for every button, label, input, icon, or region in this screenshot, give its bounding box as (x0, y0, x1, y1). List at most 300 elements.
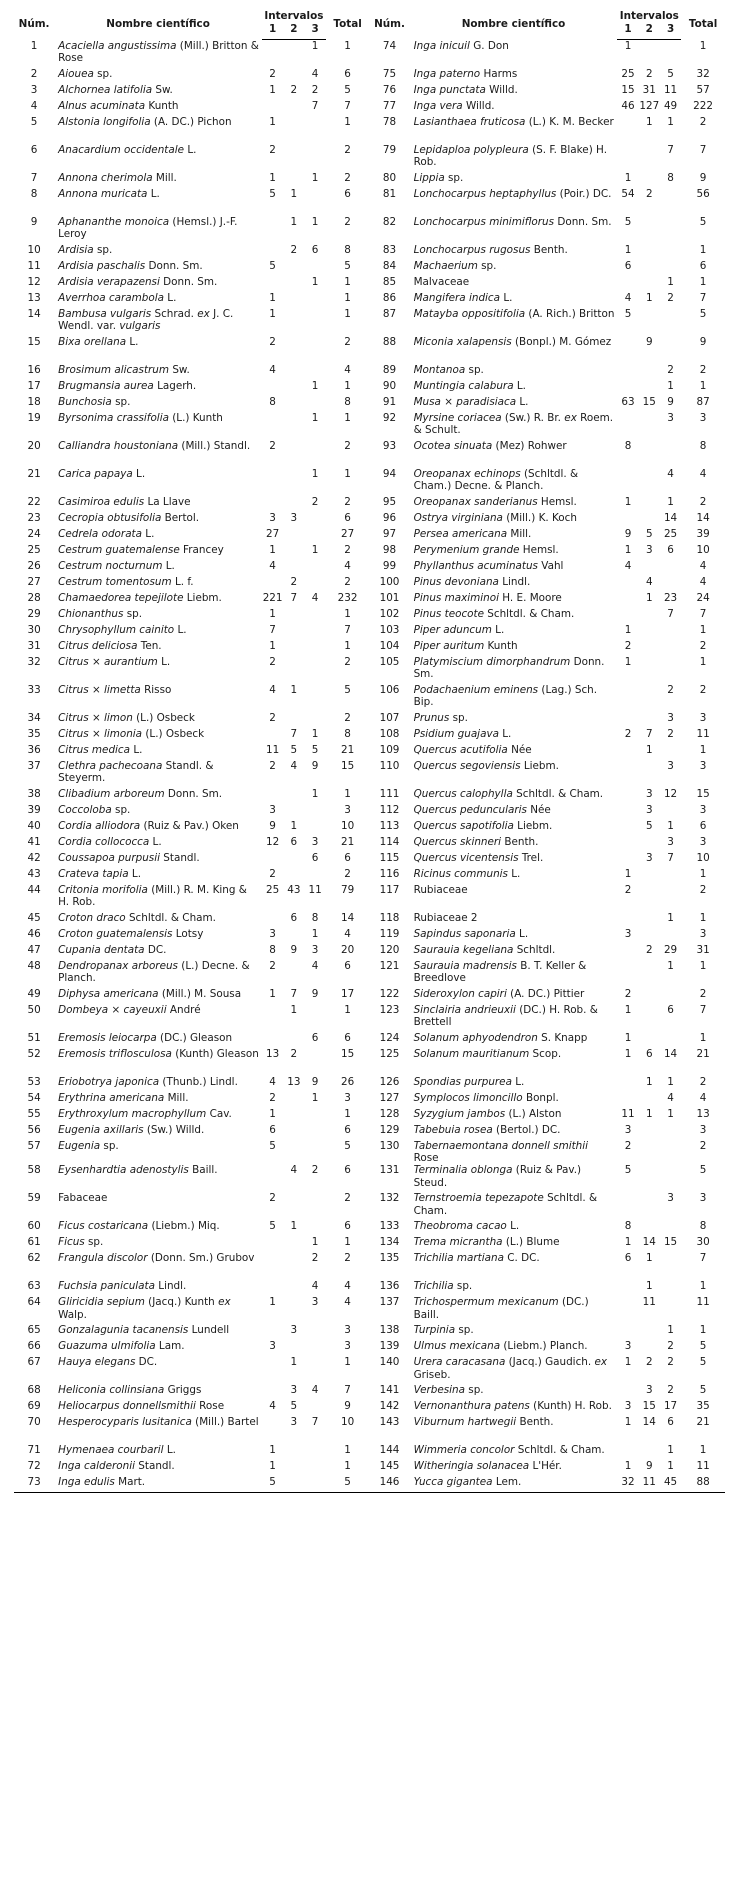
interval-3-value: 7 (667, 851, 674, 864)
name-plain-part: sp. (455, 1324, 474, 1337)
name-italic-part: Brosimum alicastrum (58, 363, 170, 376)
name-italic-part: Citrus deliciosa (58, 639, 138, 652)
name-italic-part: Carica papaya (58, 467, 133, 480)
total-value: 35 (696, 1400, 710, 1413)
name-plain-part: (Hemsl.) J.-F. Leroy (58, 215, 238, 240)
name-plain-part: Standl. & Steyerm. (58, 759, 214, 784)
name-italic-part: Quercus skinneri (413, 835, 502, 848)
scientific-name (54, 1280, 262, 1296)
row-number: 41 (27, 835, 41, 848)
interval-2-value (639, 1444, 660, 1460)
row-number: 103 (379, 623, 400, 636)
total-value: 2 (344, 543, 351, 556)
total-value: 2 (344, 439, 351, 452)
interval-2-value: 2 (645, 187, 653, 200)
interval-3-value: 1 (311, 215, 319, 228)
scientific-name (410, 512, 618, 528)
interval-2-value (283, 852, 304, 868)
table-row (14, 512, 725, 528)
interval-3-value: 4 (311, 959, 319, 972)
total-value: 13 (696, 1107, 710, 1120)
table-row (14, 1192, 725, 1220)
name-plain-part: Standl. (159, 851, 200, 864)
interval-1-value: 7 (269, 623, 276, 636)
interval-2-value: 3 (290, 1324, 298, 1337)
row-number: 114 (379, 835, 400, 848)
total-value: 7 (699, 143, 707, 156)
scientific-name (54, 944, 262, 960)
name-plain-part: × (440, 395, 457, 408)
scientific-name (54, 1460, 262, 1476)
interval-1-value: 3 (269, 511, 276, 524)
scientific-name (54, 308, 262, 336)
total-value: 27 (340, 527, 355, 540)
name-plain-part: Lotsy (172, 927, 204, 940)
interval-2-value (639, 1032, 660, 1048)
interval-2-value (639, 496, 660, 512)
name-italic-part: Piper aduncum (413, 623, 492, 636)
interval-3-value (304, 1004, 325, 1032)
interval-3-value: 7 (311, 1416, 319, 1429)
interval-3-value: 5 (667, 67, 674, 80)
interval-3-value: 1 (311, 543, 319, 556)
row-number: 14 (27, 307, 41, 320)
scientific-name (410, 1140, 618, 1165)
interval-3-value (660, 624, 681, 640)
total-value: 2 (344, 171, 351, 184)
name-plain-part: Risso (140, 683, 172, 696)
interval-2-value (639, 1140, 660, 1165)
interval-2-value (639, 684, 660, 712)
interval-1-value (617, 712, 638, 728)
table-row (14, 592, 725, 608)
interval-2-value (283, 172, 304, 188)
name-plain-part: Lindl. (154, 1280, 187, 1293)
interval-1-value (617, 592, 638, 608)
name-italic-part: Psidium guajava (413, 727, 499, 740)
name-italic-part: Cestrum guatemalense (58, 543, 180, 556)
row-number: 9 (30, 215, 38, 228)
row-number: 122 (379, 987, 400, 1000)
table-row (14, 1092, 725, 1108)
total-value: 2 (344, 143, 351, 156)
scientific-name (410, 868, 618, 884)
interval-3-value (660, 40, 681, 68)
total-value: 3 (699, 411, 707, 424)
interval-1-value: 11 (621, 1107, 635, 1120)
table-row (14, 116, 725, 144)
interval-2-value (283, 116, 304, 144)
table-row (14, 292, 725, 308)
name-plain-part: G. Don (469, 39, 509, 52)
interval-2-value (283, 1444, 304, 1460)
scientific-name (410, 640, 618, 656)
name-plain-part: Schltdl. (513, 943, 556, 956)
interval-3-value: 4 (667, 1091, 674, 1104)
scientific-name (54, 576, 262, 592)
name-italic-part: Ricinus communis (413, 867, 508, 880)
name-italic-part: Aphananthe monoica (58, 215, 170, 228)
scientific-name (410, 1164, 618, 1192)
scientific-name (410, 1400, 618, 1416)
interval-3-value (660, 1280, 681, 1296)
name-italic-part: Heliconia collinsiana (58, 1384, 165, 1397)
interval-2-value (639, 884, 660, 912)
row-number: 88 (382, 335, 397, 348)
name-italic-part: Cestrum nocturnum (58, 559, 163, 572)
table-row (14, 276, 725, 292)
interval-3-value: 1 (311, 40, 319, 52)
row-number: 46 (27, 927, 41, 940)
total-value: 8 (344, 395, 351, 408)
total-value: 1 (699, 243, 707, 256)
name-plain-part: (A. DC.) Pichon (150, 115, 232, 128)
row-number: 110 (379, 759, 400, 772)
scientific-name (410, 820, 618, 836)
interval-1-value: 1 (269, 1460, 276, 1473)
name-plain-part: (A. DC.) Pittier (506, 987, 585, 1000)
total-value: 2 (344, 215, 351, 228)
interval-2-value (283, 364, 304, 380)
interval-2-value: 5 (645, 527, 653, 540)
row-number: 50 (27, 1003, 41, 1016)
row-number: 22 (27, 495, 41, 508)
interval-2-value (639, 1324, 660, 1340)
interval-3-value: 49 (663, 99, 678, 112)
interval-1-value: 1 (624, 1236, 632, 1249)
name-italic-part: Annona muricata (58, 187, 148, 200)
name-plain-part: sp. (93, 67, 113, 80)
row-number: 16 (27, 363, 41, 376)
header-interval-2: 2 (639, 23, 660, 40)
interval-3-value: 1 (667, 959, 674, 972)
name-plain-part: (Mill.) Bartel (191, 1416, 259, 1429)
scientific-name (410, 396, 618, 412)
interval-1-value (617, 744, 638, 760)
row-number: 108 (379, 727, 400, 740)
total-value: 8 (344, 243, 351, 256)
total-value: 2 (699, 683, 707, 696)
name-plain-part: (Liebm.) Miq. (148, 1220, 220, 1233)
interval-1-value: 6 (269, 1123, 276, 1136)
name-italic-part: Solanum aphyodendron (413, 1031, 538, 1044)
row-number: 93 (382, 439, 397, 452)
interval-1-value: 4 (624, 291, 632, 304)
interval-3-value (304, 1192, 325, 1220)
scientific-name (54, 172, 262, 188)
scientific-name (54, 188, 262, 216)
interval-3-value: 1 (667, 275, 674, 288)
name-italic-part: ex (218, 1296, 231, 1309)
table-row (14, 624, 725, 640)
name-italic-part: Sideroxylon capiri (413, 987, 507, 1000)
total-value: 3 (699, 1192, 707, 1205)
interval-3-value (660, 440, 681, 468)
row-number: 121 (379, 959, 400, 972)
name-plain-part: Schltdl. & Cham. (512, 787, 604, 800)
row-number: 68 (27, 1384, 41, 1397)
name-italic-part: Acaciella angustissima (58, 39, 177, 52)
name-italic-part: Myrsine coriacea (413, 411, 502, 424)
name-plain-part: L. (498, 727, 512, 740)
total-value: 4 (699, 559, 707, 572)
scientific-name (54, 1140, 262, 1165)
table-row (14, 1252, 725, 1280)
row-number: 11 (27, 259, 41, 272)
interval-2-value (283, 380, 304, 396)
scientific-name (410, 1220, 618, 1236)
interval-1-value (617, 1384, 638, 1400)
name-plain-part: sp. (111, 395, 131, 408)
total-value: 3 (699, 711, 707, 724)
name-plain-part: (DC.) H. Rob. & Brettell (413, 1003, 598, 1028)
name-plain-part: (A. Rich.) Britton (525, 307, 615, 320)
scientific-name (410, 244, 618, 260)
row-number: 43 (27, 867, 41, 880)
scientific-name (54, 496, 262, 512)
total-value: 15 (696, 787, 710, 800)
name-plain-part: Trel. (518, 851, 544, 864)
row-number: 63 (27, 1280, 41, 1293)
interval-2-value (639, 560, 660, 576)
scientific-name (54, 560, 262, 576)
name-italic-part: Cordia alliodora (58, 819, 141, 832)
name-italic-part: Symplocos limoncillo (413, 1091, 523, 1104)
name-plain-part: (Liebm.) Planch. (500, 1340, 588, 1353)
interval-1-value: 2 (269, 143, 276, 156)
name-italic-part: Critonia morifolia (58, 883, 148, 896)
name-italic-part: Eugenia axillaris (58, 1123, 144, 1136)
interval-2-value (639, 912, 660, 928)
scientific-name (410, 944, 618, 960)
interval-1-value: 2 (624, 883, 632, 896)
interval-1-value: 1 (269, 639, 276, 652)
scientific-name (54, 744, 262, 760)
interval-1-value (262, 216, 283, 244)
row-number: 135 (379, 1252, 400, 1265)
interval-1-value (262, 1032, 283, 1048)
scientific-name (410, 912, 618, 928)
name-italic-part: Terminalia oblonga (413, 1164, 513, 1177)
row-number: 131 (379, 1164, 400, 1177)
name-italic-part: Hesperocyparis lusitanica (58, 1416, 192, 1429)
interval-1-value: 1 (269, 543, 276, 556)
row-number: 60 (27, 1220, 41, 1233)
row-number: 59 (27, 1192, 41, 1205)
name-plain-part: sp. (449, 711, 468, 724)
total-value: 6 (699, 259, 707, 272)
interval-1-value (262, 276, 283, 292)
interval-2-value (283, 412, 304, 440)
interval-3-value: 5 (311, 743, 319, 756)
interval-3-value (304, 624, 325, 640)
scientific-name (410, 788, 618, 804)
total-value: 2 (699, 883, 707, 896)
interval-2-value (283, 1124, 304, 1140)
row-number: 118 (379, 911, 400, 924)
row-number: 42 (27, 851, 41, 864)
name-italic-part: Brugmansia aurea (58, 379, 154, 392)
interval-1-value (262, 576, 283, 592)
interval-2-value: 1 (645, 1280, 653, 1293)
interval-3-value: 1 (311, 467, 319, 480)
scientific-name (410, 1280, 618, 1296)
scientific-name (410, 712, 618, 728)
table-row (14, 576, 725, 592)
name-plain-part: Benth. (501, 835, 539, 848)
row-number: 116 (379, 867, 400, 880)
interval-3-value (304, 440, 325, 468)
interval-3-value (660, 656, 681, 684)
scientific-name (54, 336, 262, 364)
total-value: 8 (344, 727, 351, 740)
interval-1-value (617, 1280, 638, 1296)
name-plain-part: Vahl (537, 559, 564, 572)
name-plain-part: Liebm. (513, 819, 553, 832)
name-plain-part: (Mill.) M. Sousa (158, 987, 242, 1000)
name-italic-part: Inga calderonii (58, 1460, 135, 1473)
interval-1-value (617, 1324, 638, 1340)
interval-1-value: 8 (269, 395, 276, 408)
row-number: 109 (379, 743, 400, 756)
header-intervals: Intervalos (619, 10, 679, 22)
name-italic-part: Eremosis leiocarpa (58, 1031, 157, 1044)
header-total: Total (333, 18, 362, 31)
name-plain-part: (Mill.) Standl. (178, 439, 251, 452)
name-italic-part: Inga edulis (58, 1476, 115, 1489)
interval-3-value: 45 (660, 1476, 681, 1492)
interval-3-value (304, 336, 325, 364)
interval-1-value: 2 (624, 727, 632, 740)
interval-1-value: 5 (624, 215, 632, 228)
name-plain-part: × (88, 711, 104, 724)
total-value: 11 (696, 1460, 710, 1473)
name-plain-part: Hemsl. (537, 495, 577, 508)
name-plain-part: L. f. (171, 575, 194, 588)
table-row (14, 884, 725, 912)
scientific-name (54, 728, 262, 744)
interval-3-value (660, 336, 681, 364)
interval-1-value: 15 (621, 83, 635, 96)
table-row (14, 1004, 725, 1032)
name-italic-part: Bixa orellana (58, 335, 127, 348)
name-plain-part: (S. F. Blake) H. Rob. (413, 143, 607, 168)
name-italic-part: Saurauia kegeliana (413, 943, 514, 956)
scientific-name (410, 1004, 618, 1032)
table-row (14, 68, 725, 84)
name-plain-part: Willd. (462, 99, 495, 112)
interval-3-value: 3 (667, 411, 674, 424)
total-value: 7 (699, 1252, 707, 1265)
name-italic-part: Aiouea (58, 67, 94, 80)
row-number: 98 (382, 543, 397, 556)
name-plain-part: (Sw.) Willd. (143, 1123, 205, 1136)
name-plain-part: L. (132, 467, 146, 480)
table-row (14, 760, 725, 788)
scientific-name (54, 1476, 262, 1492)
interval-3-value: 3 (311, 835, 319, 848)
scientific-name (410, 1252, 618, 1280)
name-plain-part: André (166, 1003, 201, 1016)
interval-3-value (304, 684, 325, 712)
interval-1-value (262, 912, 283, 928)
row-number: 51 (27, 1031, 41, 1044)
name-italic-part: ex (594, 1356, 608, 1369)
scientific-name (54, 292, 262, 308)
scientific-name (54, 1400, 262, 1416)
name-plain-part: Lagerh. (153, 379, 197, 392)
row-number: 132 (379, 1192, 400, 1205)
interval-1-value (617, 144, 638, 172)
scientific-name (410, 1032, 618, 1048)
row-number: 126 (379, 1075, 400, 1088)
interval-2-value: 1 (645, 591, 653, 604)
interval-2-value (283, 804, 304, 820)
row-number: 133 (379, 1220, 400, 1233)
total-value: 5 (699, 215, 707, 228)
interval-1-value: 5 (262, 1476, 283, 1492)
interval-2-value: 5 (290, 1400, 298, 1413)
name-plain-part: (Jacq.) Gaudich. (505, 1356, 595, 1369)
total-value: 11 (696, 727, 710, 740)
name-plain-part: L. (184, 143, 197, 156)
interval-2-value (639, 1220, 660, 1236)
name-plain-part: L. (157, 655, 171, 668)
scientific-name (54, 100, 262, 116)
table-row (14, 1280, 725, 1296)
row-number: 3 (30, 83, 38, 96)
name-plain-part: DC. (135, 1356, 158, 1369)
interval-3-value (304, 804, 325, 820)
name-plain-part: H. E. Moore (498, 591, 562, 604)
total-value: 5 (344, 1139, 351, 1152)
scientific-name (54, 40, 262, 68)
scientific-name (410, 960, 618, 988)
row-number: 29 (27, 607, 41, 620)
name-italic-part: Casimiroa edulis (58, 495, 145, 508)
interval-2-value: 3 (645, 851, 653, 864)
total-value: 21 (696, 1047, 710, 1060)
scientific-name (410, 852, 618, 868)
name-italic-part: Tabernaemontana donnell smithii (413, 1139, 589, 1152)
row-number: 99 (382, 559, 397, 572)
name-plain-part: Willd. (485, 83, 518, 96)
name-italic-part: Alstonia longifolia (58, 115, 151, 128)
scientific-name (410, 84, 618, 100)
interval-2-value (639, 172, 660, 188)
scientific-name (410, 560, 618, 576)
name-italic-part: Vernonanthura patens (413, 1400, 530, 1413)
table-row (14, 868, 725, 884)
interval-1-value: 9 (269, 819, 276, 832)
interval-1-value: 1 (624, 1003, 632, 1016)
name-plain-part: Schltdl. & Cham. (514, 1444, 605, 1457)
name-italic-part: Quercus segoviensis (413, 759, 521, 772)
interval-2-value (283, 712, 304, 728)
total-value: 10 (340, 819, 355, 832)
interval-2-value (283, 1236, 304, 1252)
interval-2-value (283, 928, 304, 944)
row-number: 57 (27, 1139, 41, 1152)
row-number: 12 (27, 275, 41, 288)
row-number: 85 (382, 275, 397, 288)
total-value: 32 (696, 67, 710, 80)
row-number: 5 (30, 115, 38, 128)
name-italic-part: Bambusa vulgaris (58, 307, 152, 320)
name-italic-part: Ardisia (58, 243, 94, 256)
interval-2-value: 1 (290, 187, 298, 200)
interval-3-value: 3 (667, 711, 674, 724)
